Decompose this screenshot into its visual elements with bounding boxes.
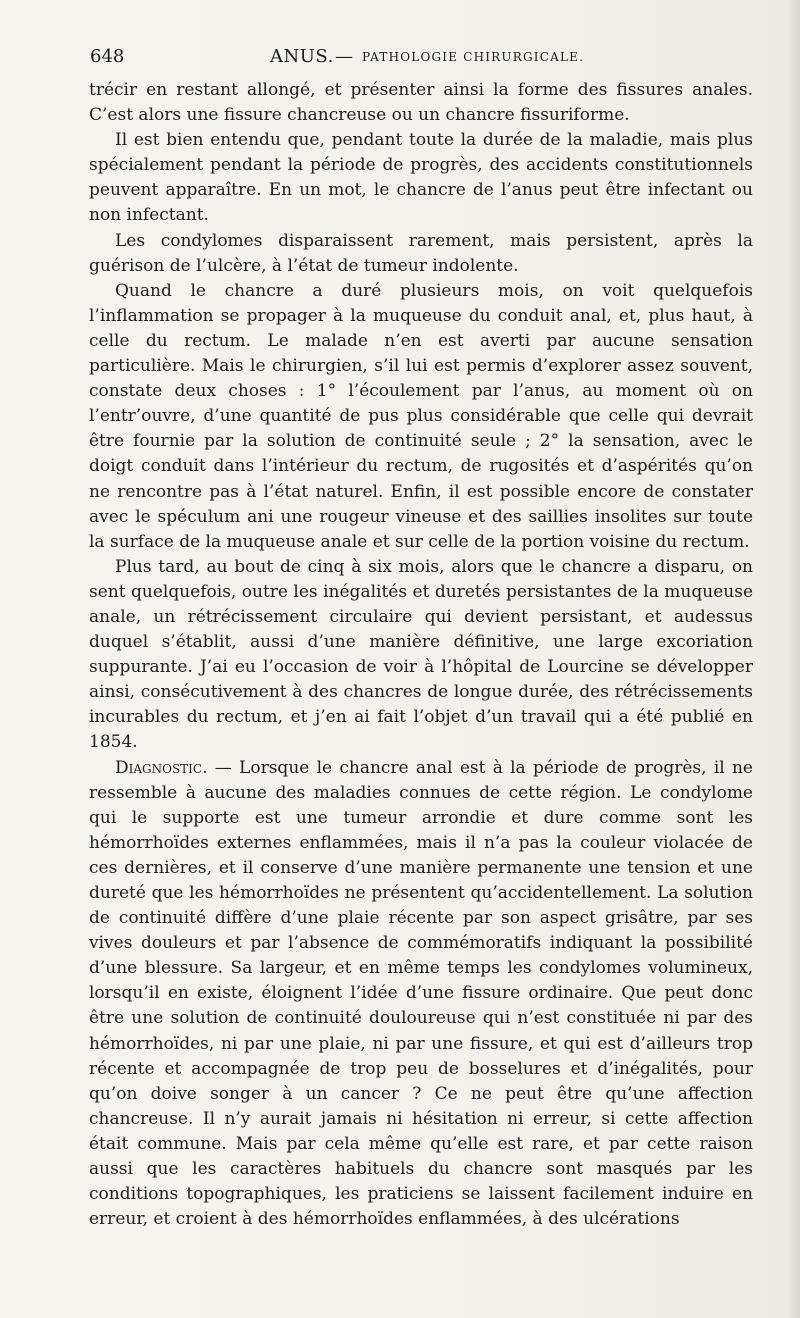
section-lead: Diagnostic.	[115, 757, 208, 778]
paragraph-1: trécir en restant allongé, et présenter ainsi la forme des fissures anales. C’est alors une fissure chancreuse ou un chancre fissuriforme.	[89, 80, 753, 126]
paragraph-6-text: — Lorsque le chancre anal est à la période de progrès, il ne ressemble à aucune des maladies connues de cette région. Le condylome qui le supporte est une tumeur arrondie et dure comme sont les hémorrhoïdes externes enflammées, mais il n’a pas la couleur violacée de ces dernières, et il conserve d’une manière permanente une tension et une dureté que les hémorrhoïdes ne présentent qu’accidentellement. La solution de continuité diffère d’une plaie récente par son aspect grisâtre, par ses vives douleurs et par l’absence de commémoratifs indiquant la possibilité d’une blessure. Sa largeur, et en même temps les condylomes volumineux, lorsqu’il en existe, éloignent l’idée d’une fissure ordinaire. Que peut donc être une solution de continuité douloureuse qui n’est constituée ni par des hémorrhoïdes, ni par une plaie, ni par une fissure, et qui est d’ailleurs trop récente et accompagnée de trop peu de bosselures et d’inégalités, pour qu’on doive songer à un cancer ? Ce ne peut être qu’une affection chancreuse. Il n’y aurait jamais ni hésitation ni erreur, si cette affection était commune. Mais par cela même qu’elle est rare, et par cette raison aussi que les caractères habituels du chancre sont masqués par les conditions topographiques, les praticiens se laissent facilement induire en erreur, et croient à des hémorrhoïdes enflammées, à des ulcérations	[89, 757, 753, 1230]
page-edge-shadow	[786, 0, 800, 1318]
header-title: ANUS.	[270, 46, 334, 67]
header-subtitle: PATHOLOGIE CHIRURGICALE.	[362, 50, 585, 64]
paragraph-4: Quand le chancre a duré plusieurs mois, on voit quelquefois l’inflammation se propager à la muqueuse du conduit anal, et, plus haut, à celle du rectum. Le malade n’en est averti par aucune sensation particulière. Mais le chirurgien, s’il lui est permis d’explorer assez souvent, constate deux choses : 1° l’écoulement par l’anus, au moment où on l’entr’ouvre, d’une quantité de pus plus considérable que celle qui devrait être fournie par la solution de continuité seule ; 2° la sensation, avec le doigt conduit dans l’intérieur du rectum, de rugosités et d’aspérités qu’on ne rencontre pas à l’état naturel. Enfin, il est possible encore de constater avec le spéculum ani une rougeur vineuse et des saillies insolites sur toute la surface de la muqueuse anale et sur celle de la portion voisine du rectum.	[89, 280, 753, 552]
running-header	[90, 46, 752, 74]
paragraph-2: Il est bien entendu que, pendant toute la durée de la maladie, mais plus spécialement pendant la période de progrès, des accidents constitutionnels peuvent apparaître. En un mot, le chancre de l’anus peut être infectant ou non infectant.	[89, 130, 753, 226]
paragraph-6	[89, 756, 753, 1233]
paragraph-3: Les condylomes disparaissent rarement, mais persistent, après la guérison de l’ulcère, à l’état de tumeur indolente.	[89, 230, 753, 276]
body-text	[89, 78, 753, 1228]
page-number: 648	[90, 46, 125, 67]
paragraph-5: Plus tard, au bout de cinq à six mois, alors que le chancre a disparu, on sent quelquefois, outre les inégalités et duretés persistantes de la muqueuse anale, un rétrécissement circulaire qui devient persistant, et audessus duquel s’établit, aussi d’une manière définitive, une large excoriation suppurante. J’ai eu l’occasion de voir à l’hôpital de Lourcine se développer ainsi, consécutivement à des chancres de longue durée, des rétrécissements incurables du rectum, et j’en ai fait l’objet d’un travail qui a été publié en 1854.	[89, 556, 753, 753]
header-dash: —	[335, 46, 353, 67]
